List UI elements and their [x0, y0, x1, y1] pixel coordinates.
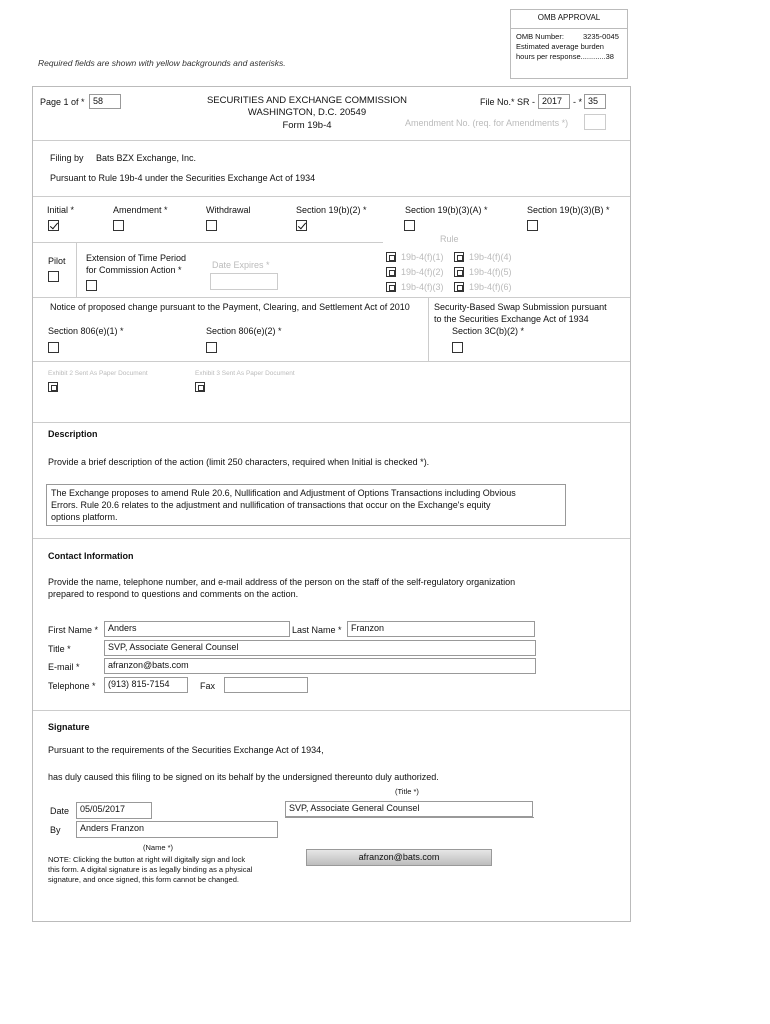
swap-line1: Security-Based Swap Submission pursuant [434, 302, 607, 312]
section-806e2-label: Section 806(e)(2) * [206, 326, 282, 336]
description-heading: Description [48, 429, 98, 439]
section-19b3a-checkbox[interactable] [404, 220, 415, 231]
amendment-type-label: Amendment * [113, 205, 168, 215]
by-label: By [50, 825, 61, 835]
title-label: Title * [48, 644, 71, 654]
first-name-label: First Name * [48, 625, 99, 635]
divider [33, 196, 630, 197]
email-field[interactable]: afranzon@bats.com [104, 658, 536, 674]
rule-19b4f5-checkbox[interactable] [454, 267, 464, 277]
section-3cb2-label: Section 3C(b)(2) * [452, 326, 525, 336]
required-fields-note: Required fields are shown with yellow backgrounds and asterisks. [38, 58, 286, 68]
rule-19b4f6-checkbox[interactable] [454, 282, 464, 292]
omb-title: OMB APPROVAL [537, 13, 601, 22]
pursuant-rule-text: Pursuant to Rule 19b-4 under the Securities Exchange Act of 1934 [50, 173, 316, 183]
rule-19b4f3-checkbox[interactable] [386, 282, 396, 292]
title-field[interactable]: SVP, Associate General Counsel [104, 640, 536, 656]
divider [33, 297, 630, 298]
fax-field[interactable] [224, 677, 308, 693]
description-line3: options platform. [51, 512, 118, 522]
note-line3: signature, and once signed, this form cannot be changed. [48, 875, 239, 884]
filing-by-value: Bats BZX Exchange, Inc. [96, 153, 197, 163]
title-caption: (Title *) [395, 787, 419, 796]
section-806e2-checkbox[interactable] [206, 342, 217, 353]
contact-heading: Contact Information [48, 551, 134, 561]
pilot-label: Pilot [48, 256, 66, 266]
divider [33, 422, 630, 423]
name-caption: (Name *) [143, 843, 174, 852]
omb-burden-line2: hours per response............38 [516, 52, 614, 61]
rule-label: Rule [440, 234, 459, 244]
section-3cb2-checkbox[interactable] [452, 342, 463, 353]
signature-title-field[interactable]: SVP, Associate General Counsel [285, 801, 533, 817]
note-line1: NOTE: Clicking the button at right will digitally sign and lock [48, 855, 246, 864]
rule-19b4f2-label: 19b-4(f)(2) [401, 267, 444, 277]
section-806e1-checkbox[interactable] [48, 342, 59, 353]
divider [33, 538, 630, 539]
description-instruction: Provide a brief description of the action (limit 250 characters, required when Initial is checked *). [48, 457, 430, 467]
exhibit2-checkbox[interactable] [48, 382, 58, 392]
omb-number-value: 3235-0045 [583, 32, 619, 41]
rule-19b4f5-label: 19b-4(f)(5) [469, 267, 512, 277]
first-name-field[interactable]: Anders [104, 621, 290, 637]
signature-pursuant-text: Pursuant to the requirements of the Securities Exchange Act of 1934, [48, 745, 324, 755]
file-year-field[interactable]: 2017 [538, 94, 570, 109]
signature-caused-text: has duly caused this filing to be signed on its behalf by the undersigned thereunto duly authorized. [48, 772, 439, 782]
divider [285, 817, 534, 818]
divider [76, 243, 77, 297]
note-line2: this form. A digital signature is as legally binding as a physical [48, 865, 253, 874]
page-total-field[interactable]: 58 [89, 94, 121, 109]
digital-sign-button[interactable]: afranzon@bats.com [306, 849, 492, 866]
rule-19b4f1-checkbox[interactable] [386, 252, 396, 262]
section-806e1-label: Section 806(e)(1) * [48, 326, 124, 336]
date-label: Date [50, 806, 70, 816]
exhibit3-label: Exhibit 3 Sent As Paper Document [195, 370, 295, 377]
pilot-checkbox[interactable] [48, 271, 59, 282]
file-dash: - * [573, 97, 582, 107]
last-name-label: Last Name * [292, 625, 342, 635]
swap-line2: to the Securities Exchange Act of 1934 [434, 314, 589, 324]
agency-name: SECURITIES AND EXCHANGE COMMISSION [206, 95, 408, 106]
section-19b3b-label: Section 19(b)(3)(B) * [527, 205, 610, 215]
omb-burden-line1: Estimated average burden [516, 42, 604, 51]
rule-19b4f2-checkbox[interactable] [386, 267, 396, 277]
page-label: Page 1 of * [40, 97, 85, 107]
divider [33, 140, 630, 141]
section-19b2-label: Section 19(b)(2) * [296, 205, 367, 215]
last-name-field[interactable]: Franzon [347, 621, 535, 637]
contact-instruction-line2: prepared to respond to questions and comments on the action. [48, 589, 299, 599]
rule-19b4f1-label: 19b-4(f)(1) [401, 252, 444, 262]
section-19b3a-label: Section 19(b)(3)(A) * [405, 205, 488, 215]
telephone-field[interactable]: (913) 815-7154 [104, 677, 188, 693]
amendment-checkbox[interactable] [113, 220, 124, 231]
rule-19b4f4-label: 19b-4(f)(4) [469, 252, 512, 262]
file-number-field[interactable]: 35 [584, 94, 606, 109]
amendment-field[interactable] [584, 114, 606, 130]
initial-label: Initial * [47, 205, 75, 215]
withdrawal-label: Withdrawal [206, 205, 251, 215]
signature-date-field[interactable]: 05/05/2017 [76, 802, 152, 819]
initial-checkbox[interactable] [48, 220, 59, 231]
agency-address: WASHINGTON, D.C. 20549 [247, 107, 367, 118]
exhibit3-checkbox[interactable] [195, 382, 205, 392]
signature-name-field[interactable]: Anders Franzon [76, 821, 278, 838]
description-line2: Errors. Rule 20.6 relates to the adjustment and nullification of transactions that occur on the Exchange's equity [51, 500, 491, 510]
date-expires-field[interactable] [210, 273, 278, 290]
divider [428, 297, 429, 361]
extension-label-line2: for Commission Action * [86, 265, 182, 275]
rule-19b4f4-checkbox[interactable] [454, 252, 464, 262]
form-name: Form 19b-4 [282, 120, 332, 131]
signature-heading: Signature [48, 722, 90, 732]
fax-label: Fax [200, 681, 216, 691]
filing-by-label: Filing by [50, 153, 84, 163]
exhibit2-label: Exhibit 2 Sent As Paper Document [48, 370, 148, 377]
payment-notice-text: Notice of proposed change pursuant to the Payment, Clearing, and Settlement Act of 2010 [50, 302, 410, 312]
extension-checkbox[interactable] [86, 280, 97, 291]
divider [33, 242, 383, 243]
withdrawal-checkbox[interactable] [206, 220, 217, 231]
divider [33, 361, 630, 362]
description-textarea[interactable] [46, 484, 566, 526]
section-19b2-checkbox[interactable] [296, 220, 307, 231]
telephone-label: Telephone * [48, 681, 96, 691]
section-19b3b-checkbox[interactable] [527, 220, 538, 231]
divider [511, 28, 627, 29]
file-no-label: File No.* SR - [480, 97, 536, 107]
contact-instruction-line1: Provide the name, telephone number, and e-mail address of the person on the staff of the self-regulatory organization [48, 577, 516, 587]
amendment-label: Amendment No. (req. for Amendments *) [405, 118, 569, 128]
date-expires-label: Date Expires * [212, 260, 270, 270]
divider [33, 710, 630, 711]
extension-label-line1: Extension of Time Period [86, 253, 187, 263]
email-label: E-mail * [48, 662, 80, 672]
rule-19b4f3-label: 19b-4(f)(3) [401, 282, 444, 292]
omb-approval-box [510, 9, 628, 79]
rule-19b4f6-label: 19b-4(f)(6) [469, 282, 512, 292]
description-line1: The Exchange proposes to amend Rule 20.6, Nullification and Adjustment of Options Transactions including Obvious [51, 488, 516, 498]
omb-number-label: OMB Number: [516, 32, 564, 41]
